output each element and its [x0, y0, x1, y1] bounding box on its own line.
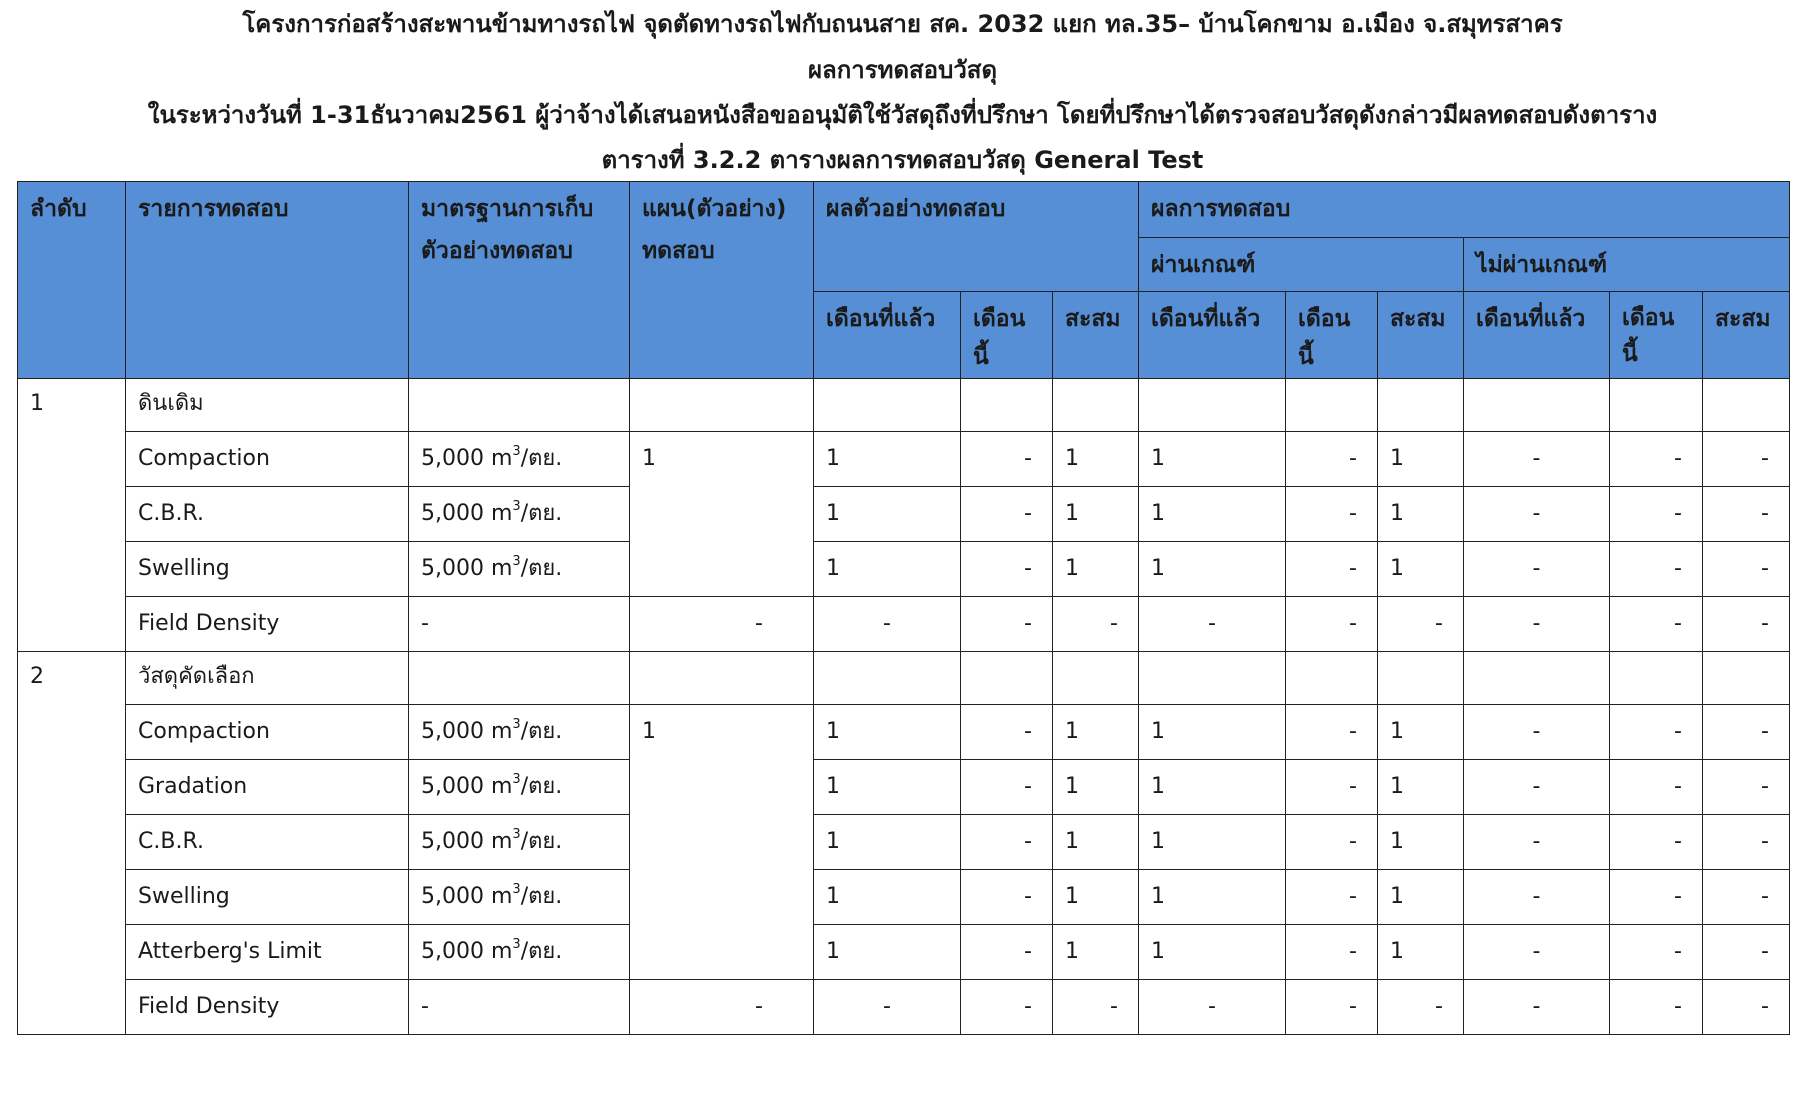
result-cell: 1 — [814, 925, 961, 980]
result-cell: - — [1610, 815, 1703, 870]
result-cell: - — [1703, 980, 1790, 1035]
plan-samples: 1 — [630, 705, 814, 980]
result-cell: - — [1286, 542, 1378, 597]
result-cell: 1 — [1053, 705, 1139, 760]
header-test-results: ผลการทดสอบ — [1139, 182, 1790, 238]
result-cell: - — [1464, 760, 1610, 815]
result-cell: - — [1703, 760, 1790, 815]
table-row — [18, 542, 1790, 597]
empty-cell — [1610, 652, 1703, 705]
result-cell: 1 — [814, 760, 961, 815]
result-cell: - — [1464, 980, 1610, 1035]
result-cell: - — [961, 705, 1053, 760]
empty-cell — [961, 379, 1053, 432]
result-cell: - — [1610, 870, 1703, 925]
header-sample-prev-month: เดือนที่แล้ว — [814, 292, 961, 379]
table-row — [18, 980, 1790, 1035]
empty-cell — [1053, 379, 1139, 432]
result-cell: 1 — [814, 815, 961, 870]
result-cell: 1 — [1053, 542, 1139, 597]
group-row — [18, 652, 1790, 705]
result-cell: - — [1286, 925, 1378, 980]
result-cell: - — [1703, 542, 1790, 597]
result-cell: - — [1610, 980, 1703, 1035]
result-cell: - — [1286, 980, 1378, 1035]
empty-cell — [409, 652, 630, 705]
result-cell: - — [1464, 487, 1610, 542]
empty-cell — [630, 652, 814, 705]
header-pass-cumulative: สะสม — [1378, 292, 1464, 379]
result-cell: - — [1610, 432, 1703, 487]
period-description: ในระหว่างวันที่ 1-31ธันวาคม2561 ผู้ว่าจ้างได้เสนอหนังสือขออนุมัติใช้วัสดุถึงที่ปรึกษา โดยที่ปรึกษาได้ตรวจสอบวัสดุดังกล่าวมีผลทดสอบดังตาราง — [147, 101, 1658, 129]
result-cell: - — [1703, 597, 1790, 652]
header-plan: แผน(ตัวอย่าง) ทดสอบ — [630, 182, 814, 379]
header-pass: ผ่านเกณฑ์ — [1139, 238, 1464, 292]
result-cell: - — [1703, 705, 1790, 760]
result-cell: - — [1610, 925, 1703, 980]
result-cell: 1 — [1053, 432, 1139, 487]
result-cell: 1 — [1378, 432, 1464, 487]
table-row — [18, 432, 1790, 487]
empty-cell — [1286, 652, 1378, 705]
header-item: รายการทดสอบ — [126, 182, 409, 379]
header-no: ลำดับ — [18, 182, 126, 379]
test-item: Compaction — [126, 432, 409, 487]
result-cell: 1 — [1378, 705, 1464, 760]
table-caption: ตารางที่ 3.2.2 ตารางผลการทดสอบวัสดุ General Test — [601, 146, 1204, 174]
result-cell: - — [961, 760, 1053, 815]
result-cell: 1 — [1378, 815, 1464, 870]
header-fail: ไม่ผ่านเกณฑ์ — [1464, 238, 1790, 292]
empty-cell — [1464, 379, 1610, 432]
empty-cell — [1139, 379, 1286, 432]
result-cell: 1 — [1139, 432, 1286, 487]
header-sample-cumulative: สะสม — [1053, 292, 1139, 379]
empty-cell — [630, 379, 814, 432]
empty-cell — [814, 652, 961, 705]
result-cell: - — [961, 432, 1053, 487]
result-cell: - — [1286, 487, 1378, 542]
result-cell: - — [1464, 815, 1610, 870]
project-title: โครงการก่อสร้างสะพานข้ามทางรถไฟ จุดตัดทางรถไฟกับถนนสาย สค. 2032 แยก ทล.35– บ้านโคกขาม อ.เมือง จ.สมุทรสาคร — [242, 10, 1563, 38]
result-cell: - — [1703, 487, 1790, 542]
result-cell: 1 — [1139, 815, 1286, 870]
result-cell: - — [1286, 760, 1378, 815]
test-item: Field Density — [126, 980, 409, 1035]
result-cell: - — [1286, 870, 1378, 925]
table-body — [18, 379, 1790, 1035]
result-cell: - — [961, 597, 1053, 652]
header-fail-prev-month: เดือนที่แล้ว — [1464, 292, 1610, 379]
table-row — [18, 760, 1790, 815]
header-standard: มาตรฐานการเก็บ ตัวอย่างทดสอบ — [409, 182, 630, 379]
result-cell: 1 — [1378, 870, 1464, 925]
sampling-standard: 5,000 $m^3/$ตย. — [409, 432, 630, 487]
table-row — [18, 925, 1790, 980]
plan-samples: - — [630, 980, 814, 1035]
result-cell: - — [1378, 597, 1464, 652]
result-cell: - — [814, 980, 961, 1035]
result-cell: - — [1703, 432, 1790, 487]
empty-cell — [1703, 379, 1790, 432]
result-cell: 1 — [814, 432, 961, 487]
group-name: วัสดุคัดเลือก — [126, 652, 409, 705]
result-cell: - — [1378, 980, 1464, 1035]
empty-cell — [1378, 652, 1464, 705]
test-item: Field Density — [126, 597, 409, 652]
result-cell: 1 — [1139, 925, 1286, 980]
empty-cell — [1139, 652, 1286, 705]
header-fail-this-month: เดือน นี้ — [1610, 292, 1703, 379]
table-header — [18, 182, 1790, 379]
test-item: C.B.R. — [126, 815, 409, 870]
table-row — [18, 705, 1790, 760]
result-cell: 1 — [814, 487, 961, 542]
empty-cell — [1610, 379, 1703, 432]
result-cell: - — [1286, 597, 1378, 652]
table-row — [18, 870, 1790, 925]
result-cell: 1 — [1378, 760, 1464, 815]
result-cell: 1 — [814, 542, 961, 597]
result-cell: 1 — [814, 870, 961, 925]
group-row — [18, 379, 1790, 432]
sampling-standard: - — [409, 597, 630, 652]
result-cell: - — [1464, 597, 1610, 652]
empty-cell — [961, 652, 1053, 705]
result-cell: 1 — [1378, 925, 1464, 980]
result-cell: - — [1053, 980, 1139, 1035]
sampling-standard: 5,000 $m^3/$ตย. — [409, 705, 630, 760]
sampling-standard: 5,000 $m^3/$ตย. — [409, 870, 630, 925]
sampling-standard: - — [409, 980, 630, 1035]
result-cell: - — [1610, 542, 1703, 597]
group-name: ดินเดิม — [126, 379, 409, 432]
result-cell: - — [1610, 760, 1703, 815]
group-number: 1 — [18, 379, 126, 652]
empty-cell — [1053, 652, 1139, 705]
result-cell: 1 — [1139, 487, 1286, 542]
test-item: C.B.R. — [126, 487, 409, 542]
sampling-standard: 5,000 $m^3/$ตย. — [409, 760, 630, 815]
result-cell: - — [1703, 925, 1790, 980]
result-cell: 1 — [1378, 487, 1464, 542]
result-cell: - — [961, 980, 1053, 1035]
empty-cell — [1464, 652, 1610, 705]
result-cell: - — [1464, 542, 1610, 597]
test-item: Atterberg's Limit — [126, 925, 409, 980]
header-fail-cumulative: สะสม — [1703, 292, 1790, 379]
result-cell: 1 — [1053, 925, 1139, 980]
empty-cell — [814, 379, 961, 432]
result-cell: 1 — [1053, 487, 1139, 542]
test-item: Swelling — [126, 870, 409, 925]
result-cell: 1 — [1053, 760, 1139, 815]
result-cell: - — [1286, 815, 1378, 870]
plan-samples: 1 — [630, 432, 814, 597]
empty-cell — [1703, 652, 1790, 705]
result-cell: - — [961, 870, 1053, 925]
result-cell: - — [961, 925, 1053, 980]
sampling-standard: 5,000 $m^3/$ตย. — [409, 815, 630, 870]
sampling-standard: 5,000 $m^3/$ตย. — [409, 925, 630, 980]
header-pass-prev-month: เดือนที่แล้ว — [1139, 292, 1286, 379]
result-cell: - — [961, 815, 1053, 870]
result-cell: - — [1286, 705, 1378, 760]
result-cell: - — [1703, 815, 1790, 870]
result-cell: - — [961, 542, 1053, 597]
table-row — [18, 597, 1790, 652]
result-cell: - — [1286, 432, 1378, 487]
result-cell: 1 — [1053, 815, 1139, 870]
result-cell: - — [1610, 487, 1703, 542]
empty-cell — [409, 379, 630, 432]
result-cell: 1 — [1053, 870, 1139, 925]
table-row — [18, 487, 1790, 542]
result-cell: 1 — [814, 705, 961, 760]
result-cell: - — [1610, 597, 1703, 652]
test-item: Compaction — [126, 705, 409, 760]
result-cell: - — [1464, 870, 1610, 925]
result-cell: - — [1703, 870, 1790, 925]
empty-cell — [1286, 379, 1378, 432]
result-cell: - — [1139, 980, 1286, 1035]
group-number: 2 — [18, 652, 126, 1035]
header-sample-results: ผลตัวอย่างทดสอบ — [814, 182, 1139, 292]
result-cell: - — [1139, 597, 1286, 652]
test-item: Gradation — [126, 760, 409, 815]
result-cell: 1 — [1378, 542, 1464, 597]
result-cell: - — [1053, 597, 1139, 652]
header-pass-this-month: เดือนนี้ — [1286, 292, 1378, 379]
result-cell: 1 — [1139, 870, 1286, 925]
sampling-standard: 5,000 $m^3/$ตย. — [409, 542, 630, 597]
result-cell: - — [1610, 705, 1703, 760]
test-item: Swelling — [126, 542, 409, 597]
section-title: ผลการทดสอบวัสดุ — [807, 56, 998, 84]
result-cell: 1 — [1139, 705, 1286, 760]
result-cell: - — [961, 487, 1053, 542]
plan-samples: - — [630, 597, 814, 652]
result-cell: - — [1464, 432, 1610, 487]
sampling-standard: 5,000 $m^3/$ตย. — [409, 487, 630, 542]
header-sample-this-month: เดือนนี้ — [961, 292, 1053, 379]
table-row — [18, 815, 1790, 870]
result-cell: - — [1464, 705, 1610, 760]
material-test-table — [17, 181, 1790, 1035]
empty-cell — [1378, 379, 1464, 432]
result-cell: 1 — [1139, 542, 1286, 597]
result-cell: - — [814, 597, 961, 652]
result-cell: 1 — [1139, 760, 1286, 815]
result-cell: - — [1464, 925, 1610, 980]
